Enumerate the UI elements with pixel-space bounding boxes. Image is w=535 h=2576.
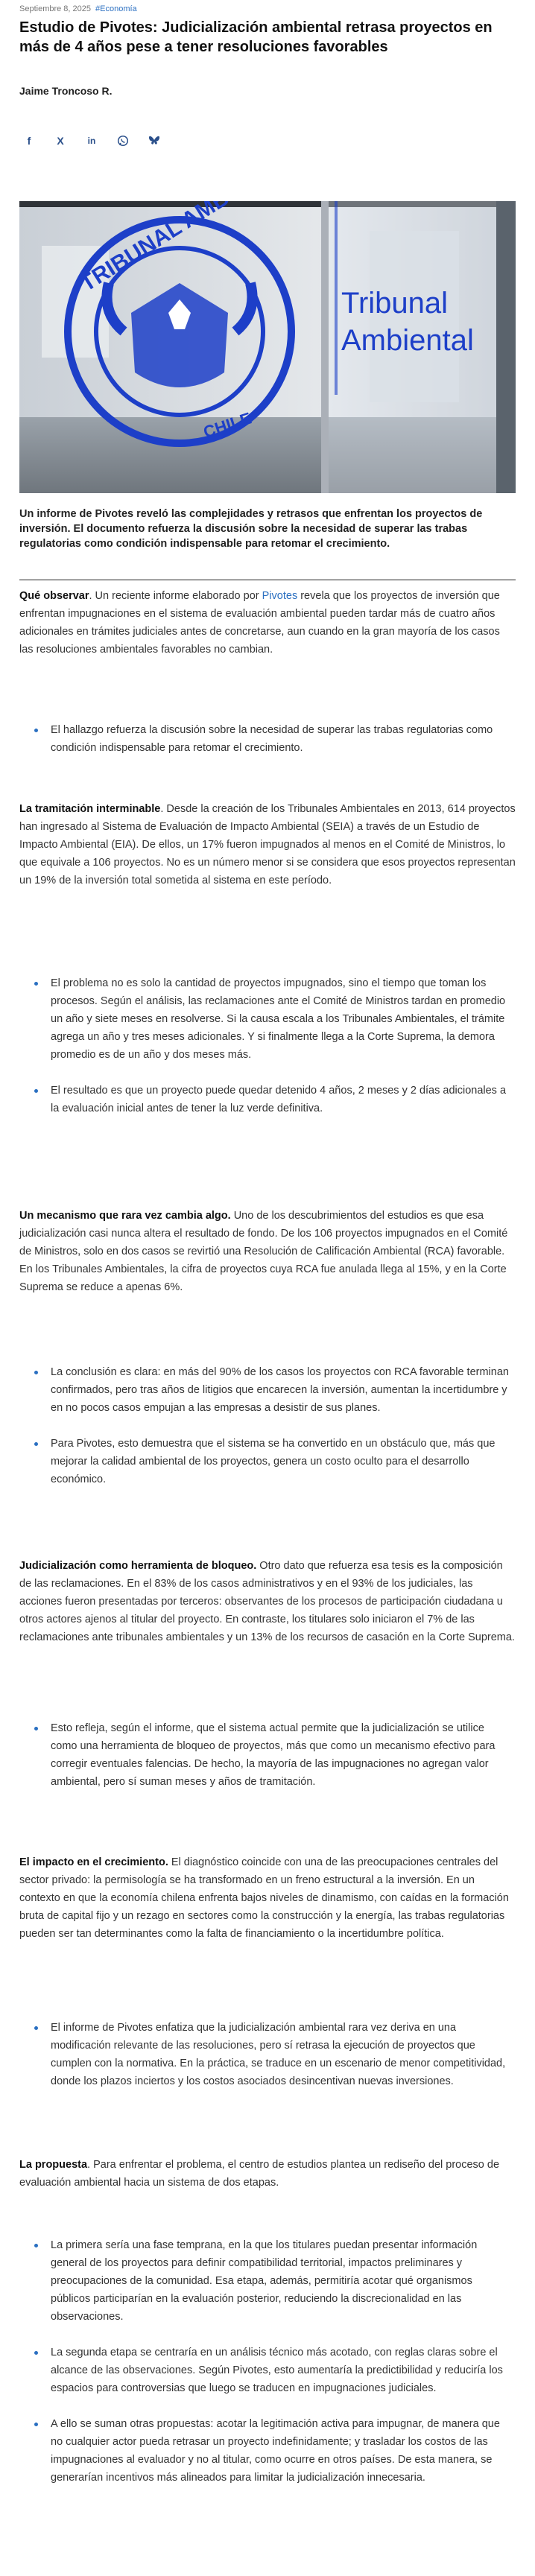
bluesky-icon[interactable]	[145, 131, 164, 150]
seal-subtext: CHILE	[200, 408, 254, 442]
p5-lead: El impacto en el crecimiento.	[19, 1856, 168, 1868]
category-tag[interactable]: #Economía	[95, 4, 137, 13]
bullet-list-2	[34, 974, 511, 1135]
sign-text-2: Ambiental	[341, 324, 474, 357]
p5-text: El diagnóstico coincide con una de las preocupaciones centrales del sector privado: la permisología se ha transformado en un freno estructural a la inversión. En un contexto en que la economía chilena enfrenta bajos niveles de dinamismo, con caídas en la formación bruta de capital fijo y un rezago en sectores como la construcción y la energía, las trabas regulatorias pueden ser tan determinantes como la falta de financiamiento o la incertidumbre política.	[19, 1856, 509, 1940]
p6-lead: La propuesta	[19, 2159, 88, 2171]
bullet-list-5	[34, 2019, 511, 2108]
bullet-list-4	[34, 1719, 511, 1809]
p1-text-a: . Un reciente informe elaborado por	[89, 590, 262, 602]
share-bar	[19, 131, 164, 150]
p3-text: Uno de los descubrimientos del estudios es que esa judicialización casi nunca altera el resultado de fondo. De los 106 proyectos impugnados en el Comité de Ministros, solo en dos casos se revirtió una Resolución de Calificación Ambiental (RCA) favorable. En los Tribunales Ambientales, la cifra de proyectos cuya RCA fue anulada llega al 15%, y en la Corte Suprema se reduce a apenas 6%.	[19, 1210, 508, 1293]
article-title: Estudio de Pivotes: Judicialización ambiental retrasa proyectos en más de 4 años pese a tener resoluciones favorables	[19, 19, 493, 55]
p6-text: . Para enfrentar el problema, el centro de estudios plantea un rediseño del proceso de evaluación ambiental hacia un sistema de dos etapas.	[19, 2159, 500, 2189]
list-item: El resultado es que un proyecto puede quedar detenido 4 años, 2 meses y 2 días adicionales a la evaluación inicial antes de tener la luz verde definitiva.	[34, 1082, 511, 1117]
paragraph-2	[19, 800, 516, 889]
linkedin-icon[interactable]: in	[87, 136, 96, 146]
paragraph-1	[19, 587, 516, 659]
facebook-icon[interactable]: f	[27, 135, 31, 147]
paragraph-5	[19, 1853, 516, 1943]
pivotes-link[interactable]: Pivotes	[262, 590, 298, 602]
p3-lead: Un mecanismo que rara vez cambia algo.	[19, 1210, 231, 1222]
p1-lead: Qué observar	[19, 590, 89, 602]
bullet-list-3	[34, 1363, 511, 1506]
paragraph-3	[19, 1207, 516, 1296]
p4-lead: Judicialización como herramienta de bloqueo.	[19, 1560, 257, 1572]
list-item: Para Pivotes, esto demuestra que el sistema se ha convertido en un obstáculo que, más que mejorar la calidad ambiental de los proyectos, genera un costo oculto para el desarrollo económico.	[34, 1435, 511, 1488]
list-item: La conclusión es clara: en más del 90% de los casos los proyectos con RCA favorable terminan confirmados, pero tras años de litigios que encarecen la inversión, aumentan la incertidumbre y en no pocos casos empujan a las empresas a desistir de sus planes.	[34, 1363, 511, 1417]
p2-text: . Desde la creación de los Tribunales Ambientales en 2013, 614 proyectos han ingresado al Sistema de Evaluación de Impacto Ambiental (SEIA) a través de un Estudio de Impacto Ambiental (EIA). De ellos, un 17% fueron impugnados al menos en el Comité de Ministros, lo que equivale a 106 proyectos. No es un número menor si se considera que esos proyectos representan un 19% de la inversión total sometida al sistema en este período.	[19, 803, 516, 886]
publish-date: Septiembre 8, 2025	[19, 4, 92, 13]
p2-lead: La tramitación interminable	[19, 803, 161, 815]
list-item: El problema no es solo la cantidad de proyectos impugnados, sino el tiempo que toman los procesos. Según el análisis, las reclamaciones ante el Comité de Ministros tardan en promedio un año y siete meses en resolverse. Si la causa escala a los Tribunales Ambientales, el trámite agrega un año y tres meses adicionales. Y si finalmente llega a la Corte Suprema, la demora promedio es de un año y dos meses más.	[34, 974, 511, 1064]
bullet-list-6	[34, 2236, 511, 2504]
author-name[interactable]: Jaime Troncoso R.	[19, 85, 113, 97]
p4-text: Otro dato que refuerza esa tesis es la composición de las reclamaciones. En el 83% de los casos administrativos y en el 93% de los judiciales, las acciones fueron presentadas por terceros: observantes de los procesos de participación ciudadana u otros actores ajenos al titular del proyecto. En contraste, los titulares solo iniciaron el 7% de las reclamaciones ante tribunales ambientales y un 13% de los recursos de casación en la Corte Suprema.	[19, 1560, 515, 1643]
x-icon[interactable]: X	[57, 135, 64, 147]
list-item: Esto refleja, según el informe, que el sistema actual permite que la judicialización se utilice como una herramienta de bloqueo de proyectos, más que como un mecanismo efectivo para corregir eventuales falencias. De hecho, la mayoría de las impugnaciones no agregan valor ambiental, pero sí suman meses y años de tramitación.	[34, 1719, 511, 1791]
list-item: El informe de Pivotes enfatiza que la judicialización ambiental rara vez deriva en una modificación relevante de las resoluciones, pero sí retrasa la ejecución de proyectos que cumplen con la normativa. En la práctica, se traduce en un escenario de menor competitividad, donde los plazos inciertos y los costos asociados desincentivan nuevas inversiones.	[34, 2019, 511, 2090]
list-item: La primera sería una fase temprana, en la que los titulares puedan presentar información general de los proyectos para definir compatibilidad territorial, impactos preliminares y preocupaciones de la comunidad. Esa etapa, además, permitiría acotar qué organismos públicos participarían en la evaluación posterior, reduciendo la discrecionalidad en las observaciones.	[34, 2236, 511, 2326]
list-item: El hallazgo refuerza la discusión sobre la necesidad de superar las trabas regulatorias como condición indispensable para retomar el crecimiento.	[34, 721, 511, 757]
tribunal-sign-photo	[19, 201, 516, 493]
bullet-list-1	[34, 721, 511, 775]
hero-image	[19, 201, 516, 493]
p1-text-b: revela que los proyectos de inversión que enfrentan impugnaciones en el sistema de evaluación ambiental pueden tardar más de cuatro años adicionales en trámites judiciales antes de concretarse, aun cuando en la gran mayoría de los casos las resoluciones ambientales favorables no cambian.	[19, 590, 500, 656]
whatsapp-icon[interactable]	[113, 131, 133, 150]
paragraph-6	[19, 2156, 516, 2192]
list-item: A ello se suman otras propuestas: acotar la legitimación activa para impugnar, de manera que no cualquier actor pueda retrasar un proyecto indefinidamente; y trasladar los costos de las impugnaciones al evaluador y no al titular, como ocurre en otros países. De esta manera, se generarían incentivos más alineados para limitar la judicialización innecesaria.	[34, 2415, 511, 2487]
image-caption: Un informe de Pivotes reveló las complejidades y retrasos que enfrentan los proyectos de inversión. El documento refuerza la discusión sobre la necesidad de superar las trabas regulatorias como condición indispensable para retomar el crecimiento.	[19, 508, 483, 550]
list-item: La segunda etapa se centraría en un análisis técnico más acotado, con reglas claras sobre el alcance de las observaciones. Según Pivotes, esto aumentaría la predictibilidad y reduciría los espacios para controversias que luego se traducen en impugnaciones judiciales.	[34, 2344, 511, 2397]
article-meta	[19, 4, 137, 13]
sign-text-1: Tribunal	[341, 287, 449, 320]
paragraph-4	[19, 1557, 516, 1646]
